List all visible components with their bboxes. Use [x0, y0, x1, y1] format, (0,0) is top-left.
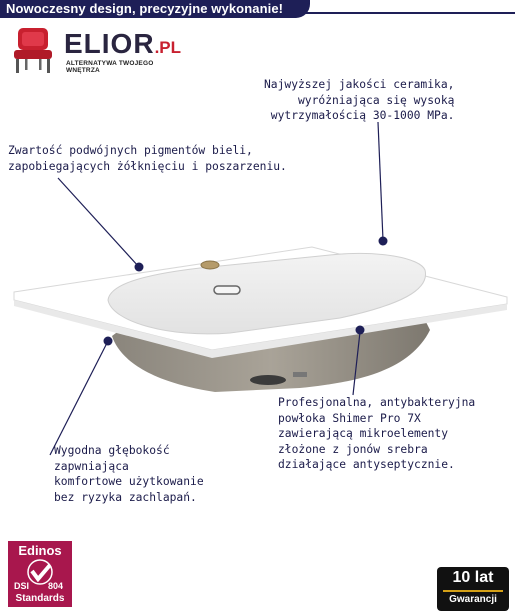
- caption-white-pigments: Zwartość podwójnych pigmentów bieli, zapobiegających żółknięciu i poszarzeniu.: [8, 144, 287, 173]
- callout-dot-3: [356, 326, 365, 335]
- edinos-dsi: DSI: [14, 581, 30, 591]
- callout-line-1: [378, 122, 383, 240]
- callout-dot-4: [104, 337, 113, 346]
- logo-tagline: ALTERNATYWA TWOJEGO WNĘTRZA: [66, 60, 154, 74]
- callout-dot-1: [379, 237, 388, 246]
- callout-line-2: [58, 178, 139, 267]
- warranty-badge: [437, 567, 509, 611]
- warranty-years: 10 lat: [452, 569, 494, 586]
- caption-antibacterial-coating: Profesjonalna, antybakteryjna powłoka Shimer Pro 7X zawierającą mikroelementy złożone z jonów srebra działające antyseptycznie.: [278, 396, 476, 471]
- logo-brand: ELIOR.PL: [64, 28, 182, 59]
- edinos-title: Edinos: [18, 543, 62, 558]
- banner-text: Nowoczesny design, precyzyjne wykonanie!: [6, 1, 284, 16]
- warranty-divider: [443, 590, 503, 592]
- logo-tld: .PL: [154, 38, 182, 57]
- callout-dot-2: [135, 263, 144, 272]
- warranty-label: Gwarancji: [449, 594, 497, 605]
- edinos-number: 804: [48, 581, 64, 591]
- edinos-standards: Standards: [15, 593, 65, 604]
- edinos-badge: [8, 541, 72, 607]
- callout-line-4: [50, 341, 108, 455]
- caption-depth: Wygodna głębokość zapwniająca komfortowe użytkowanie bez ryzyka zachlapań.: [54, 444, 204, 504]
- caption-ceramic-strength: Najwyższej jakości ceramika, wyróżniająca się wysoką wytrzymałością 30-1000 MPa.: [264, 78, 455, 122]
